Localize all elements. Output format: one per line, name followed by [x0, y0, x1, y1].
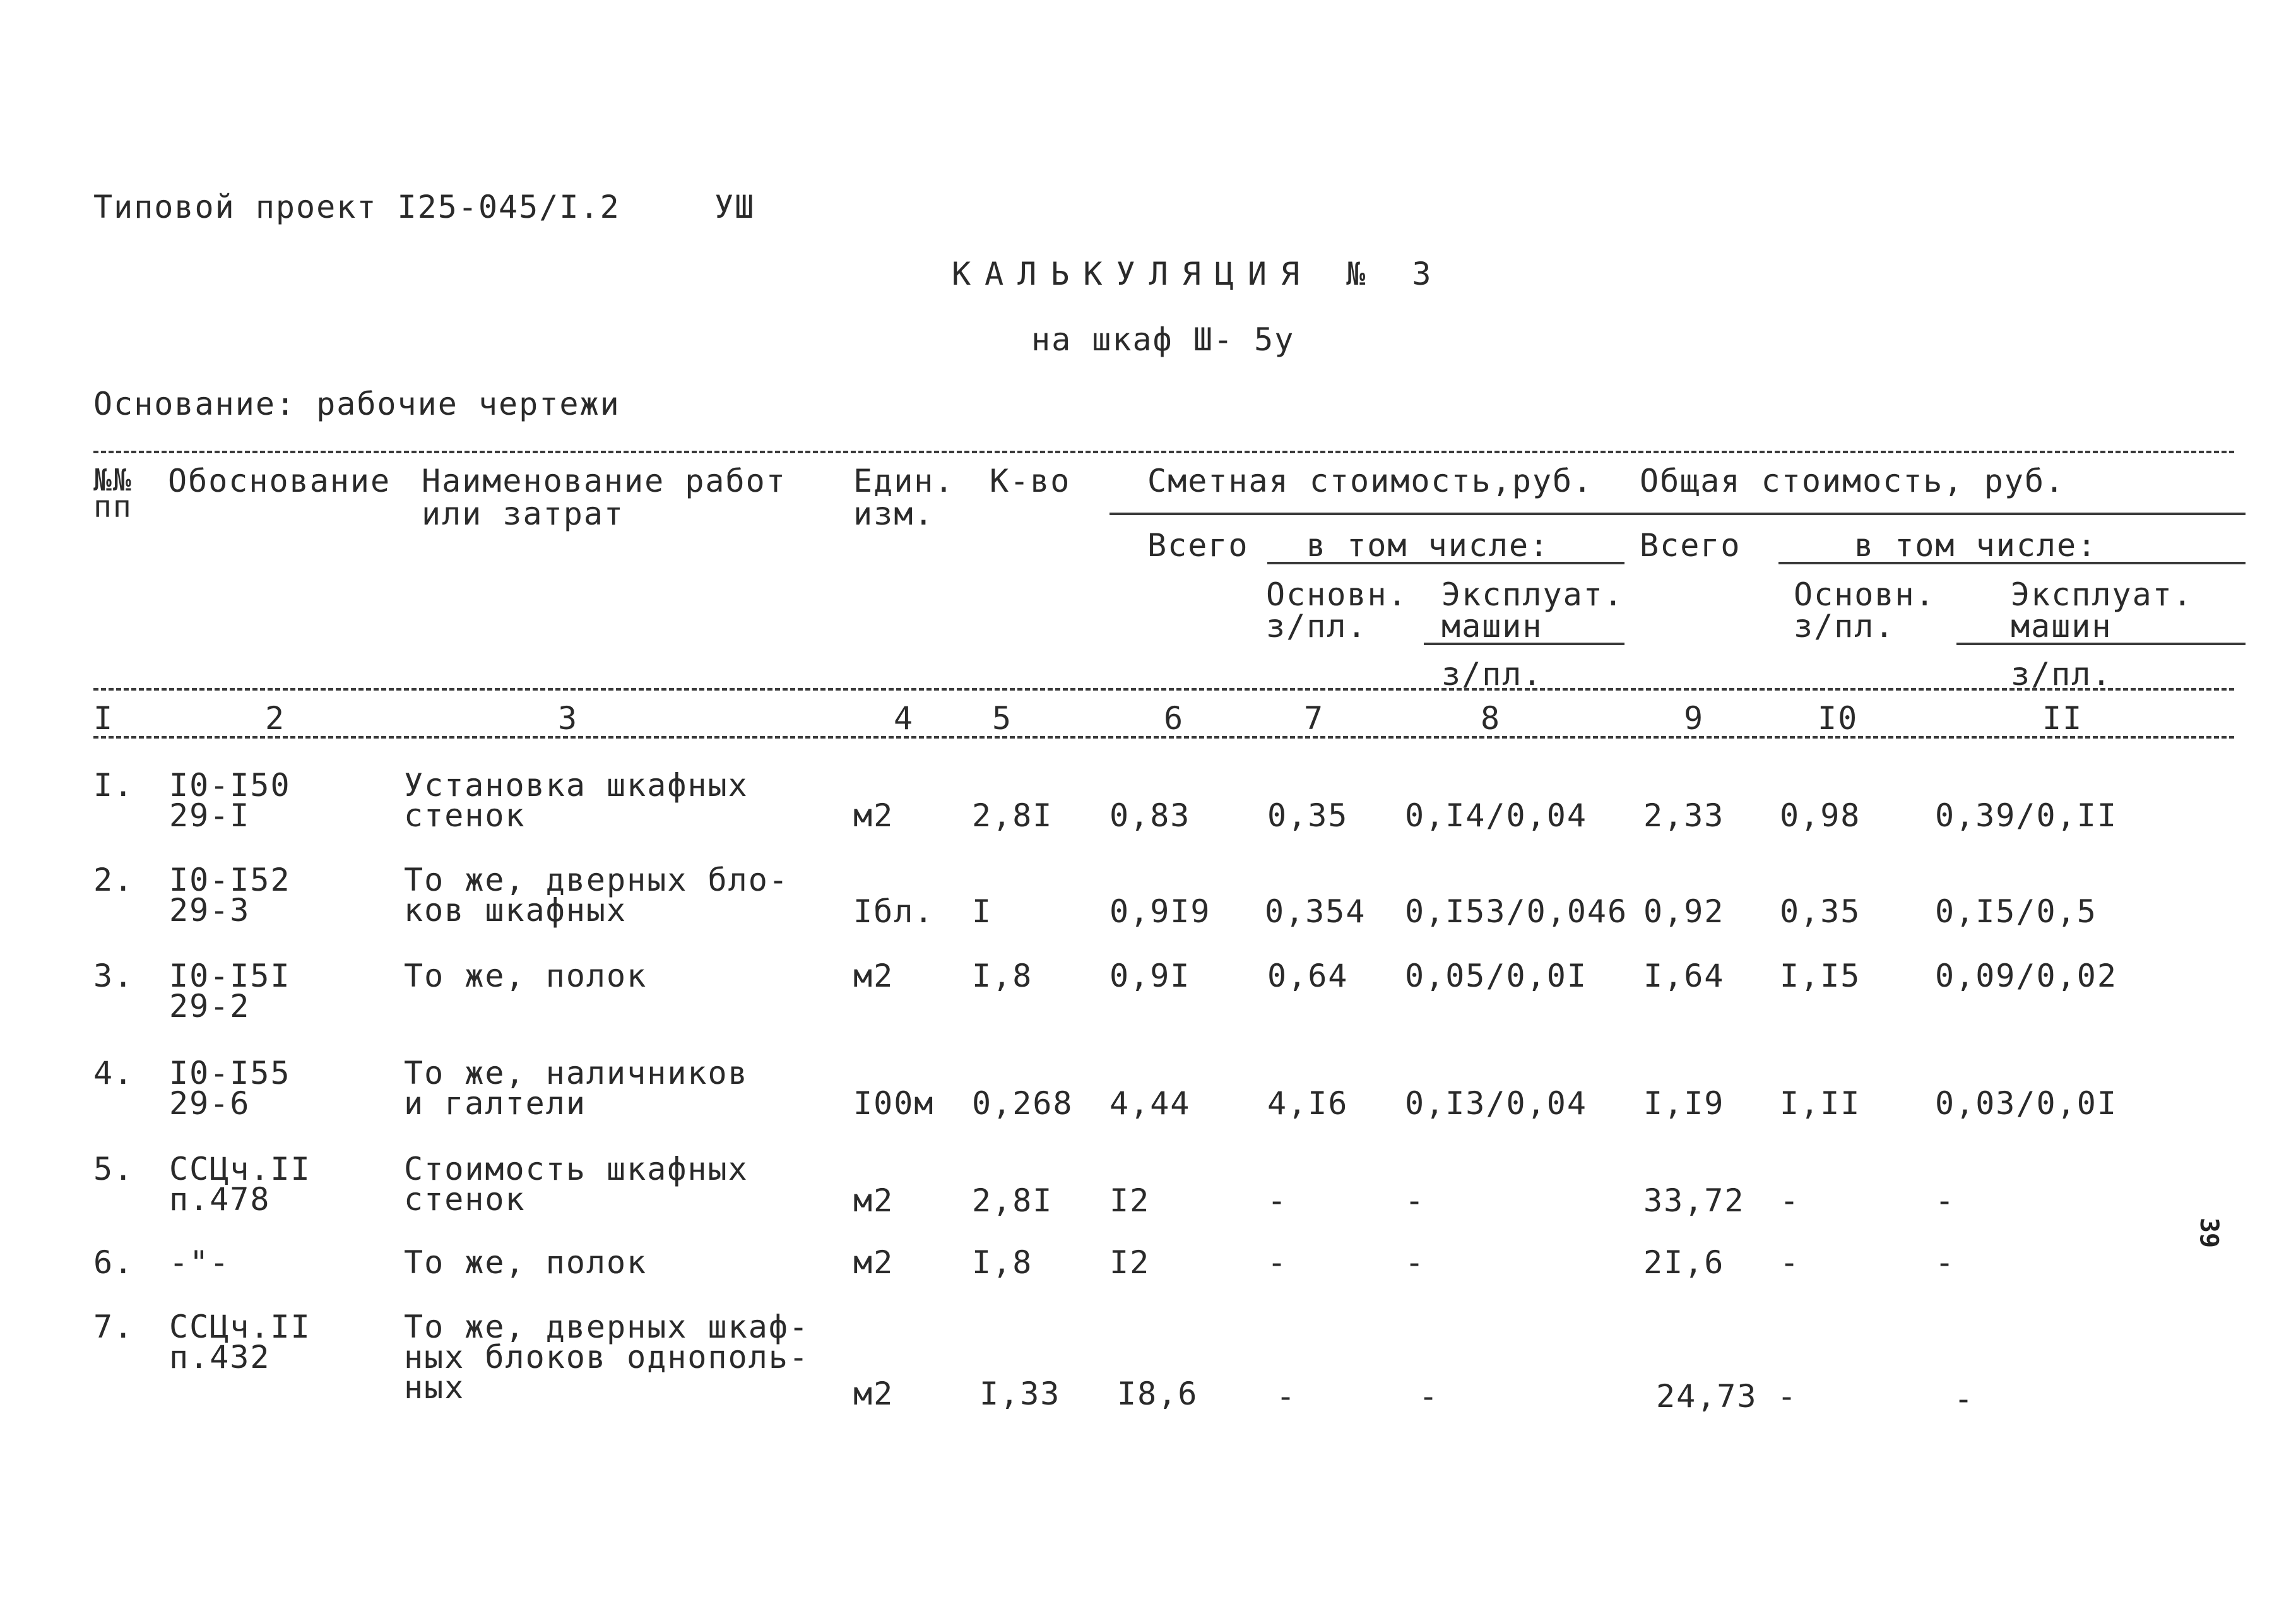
colnum-4: 4 [894, 700, 914, 737]
row6-c9: 2I,6 [1643, 1244, 1725, 1281]
row7-c7: - [1276, 1378, 1297, 1415]
hdr-est-mach-1: Эксплуат. [1441, 576, 1624, 613]
row7-c9: 24,73 [1656, 1378, 1758, 1415]
document-subtitle: на шкаф Ш- 5у [1031, 321, 1295, 358]
row1-c8: 0,I4/0,04 [1405, 797, 1587, 834]
row4-num: 4. [93, 1055, 134, 1091]
colnum-10: I0 [1818, 700, 1859, 737]
row2-c10: 0,35 [1780, 893, 1861, 930]
row7-unit: м2 [853, 1375, 894, 1412]
row7-qty: I,33 [979, 1375, 1061, 1412]
hdr-name-1: Наименование работ [422, 463, 786, 499]
row2-basis-2: 29-3 [169, 892, 251, 929]
row6-num: 6. [93, 1244, 134, 1281]
hdr-est-base-2: з/пл. [1266, 608, 1368, 645]
row4-basis-2: 29-6 [169, 1085, 251, 1122]
row6-name-1: То же, полок [404, 1244, 648, 1281]
row4-name-1: То же, наличников [404, 1055, 749, 1091]
colnum-1: I [93, 700, 114, 737]
row5-unit: м2 [853, 1182, 894, 1219]
row7-c8: - [1419, 1378, 1440, 1415]
row5-basis-2: п.478 [169, 1181, 271, 1218]
row3-c11: 0,09/0,02 [1935, 958, 2117, 994]
row2-c8: 0,I53/0,046 [1405, 893, 1628, 930]
row2-c6: 0,9I9 [1110, 893, 1211, 930]
header-bottom-rule [93, 688, 2234, 691]
row4-c7: 4,I6 [1267, 1085, 1349, 1122]
table-top-rule [93, 451, 2234, 453]
hdr-est-total: Всего [1147, 527, 1249, 564]
row6-c11: - [1935, 1244, 1956, 1281]
row7-name-1: То же, дверных шкаф- [404, 1309, 810, 1345]
row1-c6: 0,83 [1110, 797, 1191, 834]
row2-name-1: То же, дверных бло- [404, 862, 789, 898]
row5-c7: - [1267, 1182, 1288, 1219]
row2-basis-1: I0-I52 [169, 862, 291, 898]
row4-c9: I,I9 [1643, 1085, 1725, 1122]
row6-c8: - [1405, 1244, 1426, 1281]
hdr-est-incl: в том числе: [1306, 527, 1550, 564]
row3-basis-1: I0-I5I [169, 958, 291, 994]
row5-c8: - [1405, 1182, 1426, 1219]
hdr-basis: Обоснование [168, 463, 391, 499]
row5-c11: - [1935, 1182, 1956, 1219]
row1-name-2: стенок [404, 797, 526, 834]
row4-unit: I00м [853, 1085, 935, 1122]
row3-num: 3. [93, 958, 134, 994]
row5-name-2: стенок [404, 1181, 526, 1218]
margin-page-mark: 39 [2194, 1217, 2224, 1249]
hdr-est-cost: Сметная стоимость,руб. [1147, 463, 1594, 499]
row4-name-2: и галтели [404, 1085, 586, 1122]
hdr-qty: К-во [990, 463, 1071, 499]
row1-c9: 2,33 [1643, 797, 1725, 834]
hdr-est-mach-3: з/пл. [1441, 656, 1543, 692]
row2-c9: 0,92 [1643, 893, 1725, 930]
colnum-9: 9 [1684, 700, 1705, 737]
row7-c10: - [1777, 1378, 1798, 1415]
hdr-est-mach-2: машин [1441, 608, 1543, 645]
row2-qty: I [972, 893, 993, 930]
document-title: КАЛЬКУЛЯЦИЯ № 3 [952, 256, 1445, 292]
basis-line: Основание: рабочие чертежи [93, 386, 620, 422]
colnum-5: 5 [992, 700, 1013, 737]
row4-c6: 4,44 [1110, 1085, 1191, 1122]
section-code: УШ [714, 189, 755, 225]
row3-c7: 0,64 [1267, 958, 1349, 994]
row6-c10: - [1780, 1244, 1801, 1281]
hdr-gen-total: Всего [1640, 527, 1741, 564]
row4-basis-1: I0-I55 [169, 1055, 291, 1091]
hdr-gen-base-1: Основн. [1794, 576, 1936, 613]
colnum-3: 3 [558, 700, 579, 737]
row7-c11: - [1954, 1381, 1975, 1417]
row1-basis-1: I0-I50 [169, 767, 291, 804]
row5-c9: 33,72 [1643, 1182, 1745, 1219]
row3-c10: I,I5 [1780, 958, 1861, 994]
hdr-gen-base-2: з/пл. [1794, 608, 1895, 645]
row3-basis-2: 29-2 [169, 988, 251, 1025]
row1-num: I. [93, 767, 134, 804]
hdr-unit-2: изм. [853, 496, 935, 532]
row7-name-3: ных [404, 1369, 465, 1406]
row6-unit: м2 [853, 1244, 894, 1281]
row3-name-1: То же, полок [404, 958, 648, 994]
row3-qty: I,8 [972, 958, 1033, 994]
row4-c10: I,II [1780, 1085, 1861, 1122]
colnum-7: 7 [1304, 700, 1325, 737]
row5-c10: - [1780, 1182, 1801, 1219]
row7-name-2: ных блоков однополь- [404, 1339, 810, 1375]
row2-c7: 0,354 [1265, 893, 1366, 930]
hdr-num-1: №№ [93, 463, 133, 498]
colnum-2: 2 [265, 700, 286, 737]
row3-unit: м2 [853, 958, 894, 994]
colnum-11: II [2042, 700, 2083, 737]
row7-c6: I8,6 [1117, 1375, 1198, 1412]
row2-unit: Iбл. [853, 893, 935, 930]
row2-c11: 0,I5/0,5 [1935, 893, 2097, 930]
row5-c6: I2 [1110, 1182, 1151, 1219]
row1-c10: 0,98 [1780, 797, 1861, 834]
project-label: Типовой проект I25-045/I.2 [93, 189, 620, 225]
row1-c11: 0,39/0,II [1935, 797, 2117, 834]
row1-qty: 2,8I [972, 797, 1053, 834]
hdr-num-2: пп [93, 489, 133, 525]
row3-c9: I,64 [1643, 958, 1725, 994]
hdr-total-cost: Общая стоимость, руб. [1640, 463, 2066, 499]
row7-basis-1: ССЦч.II [169, 1309, 311, 1345]
hdr-gen-mach-2: машин [2011, 608, 2112, 645]
row5-num: 5. [93, 1151, 134, 1187]
row6-qty: I,8 [972, 1244, 1033, 1281]
row1-basis-2: 29-I [169, 797, 251, 834]
row6-c6: I2 [1110, 1244, 1151, 1281]
hdr-name-2: или затрат [422, 496, 625, 532]
row4-c11: 0,03/0,0I [1935, 1085, 2117, 1122]
row1-unit: м2 [853, 797, 894, 834]
row6-basis-1: -"- [169, 1244, 230, 1281]
row6-c7: - [1267, 1244, 1288, 1281]
colnum-6: 6 [1164, 700, 1185, 737]
hdr-unit-1: Един. [853, 463, 955, 499]
row3-c6: 0,9I [1110, 958, 1191, 994]
hdr-gen-incl: в том числе: [1854, 527, 2098, 564]
row1-c7: 0,35 [1267, 797, 1349, 834]
row4-qty: 0,268 [972, 1085, 1074, 1122]
row2-num: 2. [93, 862, 134, 898]
row4-c8: 0,I3/0,04 [1405, 1085, 1587, 1122]
row1-name-1: Установка шкафных [404, 767, 749, 804]
row7-basis-2: п.432 [169, 1339, 271, 1375]
row5-basis-1: ССЦч.II [169, 1151, 311, 1187]
row5-name-1: Стоимость шкафных [404, 1151, 749, 1187]
cost-group-rule [1110, 513, 2246, 515]
row5-qty: 2,8I [972, 1182, 1053, 1219]
hdr-gen-mach-3: з/пл. [2011, 656, 2112, 692]
row7-num: 7. [93, 1309, 134, 1345]
colnum-8: 8 [1481, 700, 1501, 737]
row3-c8: 0,05/0,0I [1405, 958, 1587, 994]
row2-name-2: ков шкафных [404, 892, 627, 929]
hdr-est-base-1: Основн. [1266, 576, 1408, 613]
hdr-gen-mach-1: Эксплуат. [2011, 576, 2193, 613]
